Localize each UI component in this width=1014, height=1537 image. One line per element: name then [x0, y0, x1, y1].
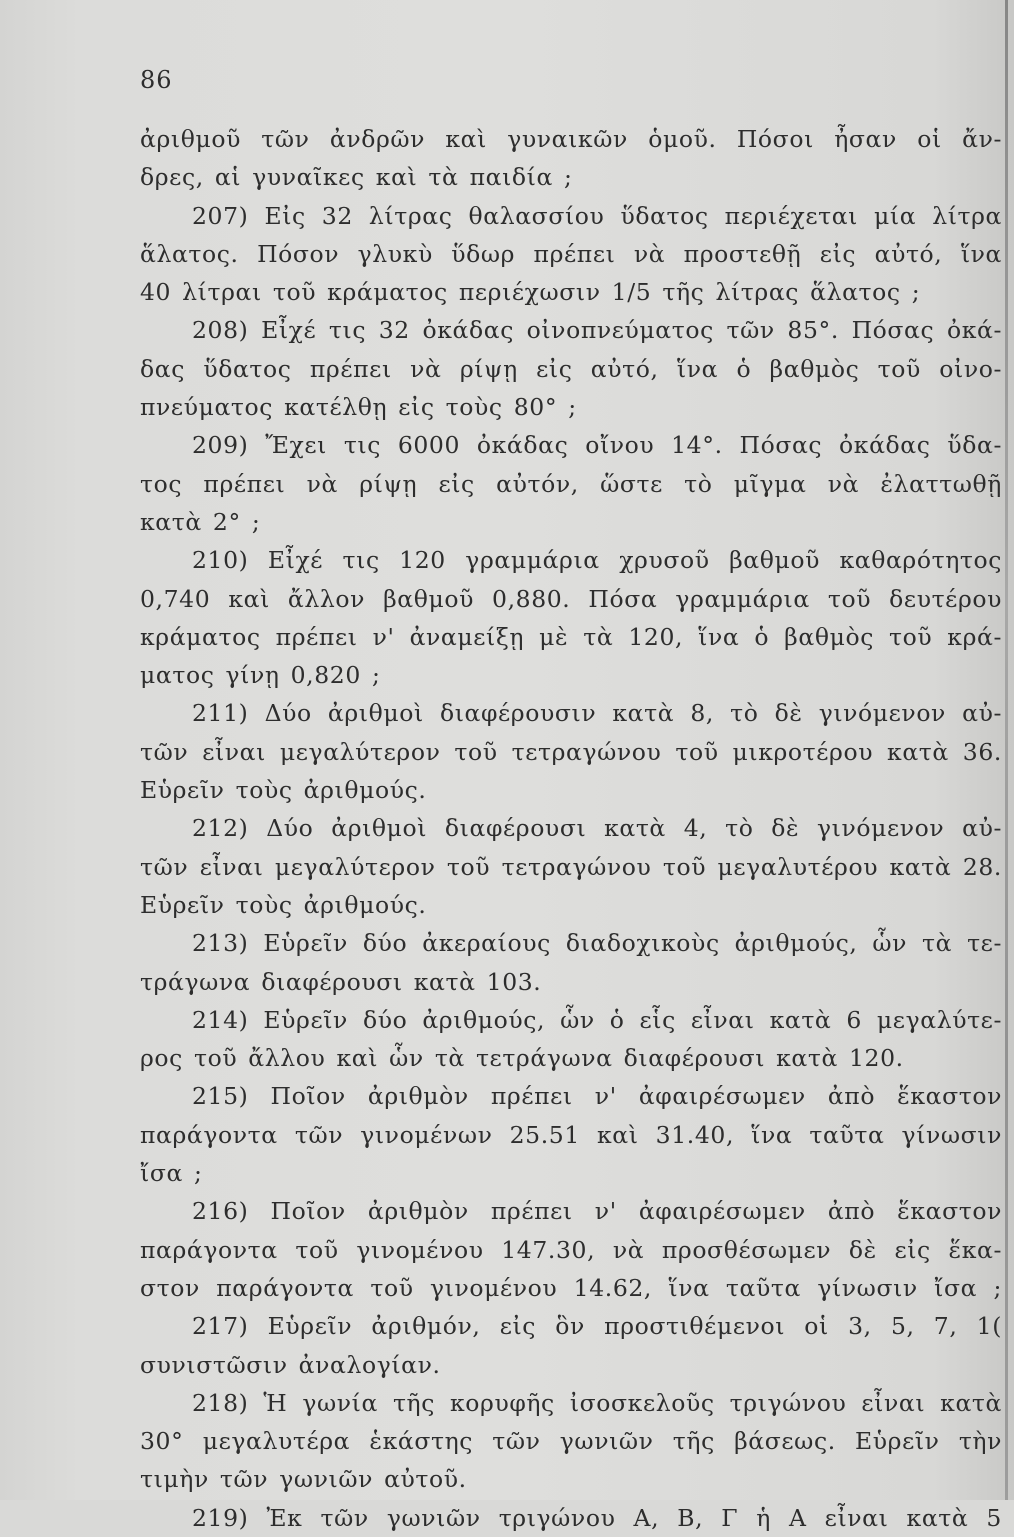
text-line: 207) Εἰς 32 λίτρας θαλασσίου ὕδατος περιέχεται μία λίτρα [192, 201, 1002, 230]
text-line: ἴσα ; [140, 1159, 203, 1188]
text-line: ἅλατος. Πόσον γλυκὺ ὕδωρ πρέπει νὰ προστεθῇ εἰς αὐτό, ἵνα [140, 239, 1002, 268]
text-line: 210) Εἶχέ τις 120 γραμμάρια χρυσοῦ βαθμοῦ καθαρότητος [192, 546, 1002, 575]
page-edge-shadow [1005, 0, 1008, 1500]
text-line: ματος γίνῃ 0,820 ; [140, 661, 381, 690]
text-line: δρες, αἱ γυναῖκες καὶ τὰ παιδία ; [140, 163, 573, 192]
text-line: παράγοντα τοῦ γινομένου 147.30, νὰ προσθέσωμεν δὲ εἰς ἕκα- [140, 1235, 1002, 1264]
text-line: τράγωνα διαφέρουσι κατὰ 103. [140, 967, 542, 996]
text-line: 211) Δύο ἀριθμοὶ διαφέρουσιν κατὰ 8, τὸ δὲ γινόμενον αὐ- [192, 699, 1002, 728]
text-line: 208) Εἶχέ τις 32 ὀκάδας οἰνοπνεύματος τῶν 85°. Πόσας ὀκά- [192, 316, 1002, 345]
text-line: 215) Ποῖον ἀριθμὸν πρέπει ν' ἀφαιρέσωμεν ἀπὸ ἕκαστον [192, 1082, 1002, 1111]
text-line: τῶν εἶναι μεγαλύτερον τοῦ τετραγώνου τοῦ μικροτέρου κατὰ 36. [140, 737, 1002, 766]
text-line: ρος τοῦ ἄλλου καὶ ὧν τὰ τετράγωνα διαφέρουσι κατὰ 120. [140, 1044, 904, 1073]
text-line: στον παράγοντα τοῦ γινομένου 14.62, ἵνα ταῦτα γίνωσιν ἴσα ; [140, 1273, 1002, 1302]
text-line: Εὑρεῖν τοὺς ἀριθμούς. [140, 776, 427, 805]
text-line: 218) Ἡ γωνία τῆς κορυφῆς ἰσοσκελοῦς τριγώνου εἶναι κατὰ [192, 1388, 1002, 1417]
text-line: 213) Εὑρεῖν δύο ἀκεραίους διαδοχικοὺς ἀριθμούς, ὧν τὰ τε- [192, 929, 1002, 958]
text-line: 0,740 καὶ ἄλλον βαθμοῦ 0,880. Πόσα γραμμάρια τοῦ δευτέρου [140, 584, 1002, 613]
text-line: 219) Ἐκ τῶν γωνιῶν τριγώνου Α, Β, Γ ἡ Α εἶναι κατὰ 5 [192, 1503, 1002, 1532]
page-number: 86 [140, 66, 173, 94]
text-line: τῶν εἶναι μεγαλύτερον τοῦ τετραγώνου τοῦ μεγαλυτέρου κατὰ 28. [140, 852, 1002, 881]
text-line: κατὰ 2° ; [140, 507, 261, 536]
text-line: τος πρέπει νὰ ρίψῃ εἰς αὐτόν, ὥστε τὸ μῖγμα νὰ ἐλαττωθῇ [140, 469, 1002, 498]
text-line: 216) Ποῖον ἀριθμὸν πρέπει ν' ἀφαιρέσωμεν ἀπὸ ἕκαστον [192, 1197, 1002, 1226]
text-line: 214) Εὑρεῖν δύο ἀριθμούς, ὧν ὁ εἷς εἶναι κατὰ 6 μεγαλύτε- [192, 1005, 1002, 1034]
text-line: 209) Ἔχει τις 6000 ὀκάδας οἴνου 14°. Πόσας ὀκάδας ὕδα- [192, 431, 1002, 460]
page-text [140, 120, 1002, 1537]
text-line: 30° μεγαλυτέρα ἑκάστης τῶν γωνιῶν τῆς βάσεως. Εὑρεῖν τὴν [140, 1427, 1002, 1456]
text-line: δας ὕδατος πρέπει νὰ ρίψῃ εἰς αὐτό, ἵνα ὁ βαθμὸς τοῦ οἰνο- [140, 354, 1002, 383]
text-line: κράματος πρέπει ν' ἀναμείξῃ μὲ τὰ 120, ἵνα ὁ βαθμὸς τοῦ κρά- [140, 622, 1002, 651]
text-line: τιμὴν τῶν γωνιῶν αὐτοῦ. [140, 1465, 467, 1494]
text-line: παράγοντα τῶν γινομένων 25.51 καὶ 31.40, ἵνα ταῦτα γίνωσιν [140, 1120, 1002, 1149]
text-line: 212) Δύο ἀριθμοὶ διαφέρουσι κατὰ 4, τὸ δὲ γινόμενον αὐ- [192, 814, 1002, 843]
text-line: ἀριθμοῦ τῶν ἀνδρῶν καὶ γυναικῶν ὁμοῦ. Πόσοι ἦσαν οἱ ἄν- [140, 125, 1002, 153]
text-line: 40 λίτραι τοῦ κράματος περιέχωσιν 1/5 τῆς λίτρας ἅλατος ; [140, 278, 921, 307]
text-line: Εὑρεῖν τοὺς ἀριθμούς. [140, 890, 427, 919]
text-line: 217) Εὑρεῖν ἀριθμόν, εἰς ὃν προστιθέμενοι οἱ 3, 5, 7, 1( [192, 1312, 1002, 1341]
text-line: συνιστῶσιν ἀναλογίαν. [140, 1350, 441, 1379]
text-line: πνεύματος κατέλθῃ εἰς τοὺς 80° ; [140, 393, 577, 422]
